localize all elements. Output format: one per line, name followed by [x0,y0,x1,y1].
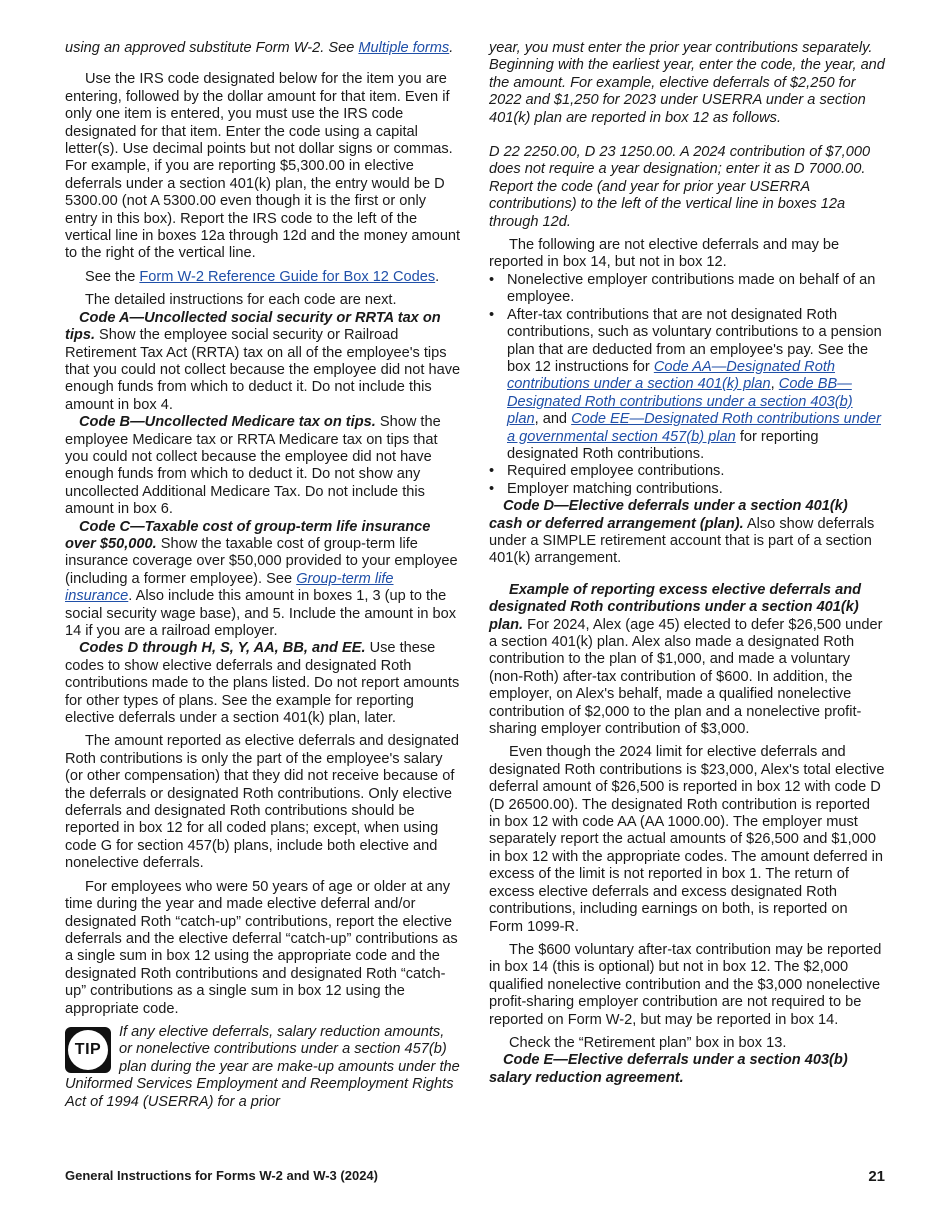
footer-title: General Instructions for Forms W-2 and W-3 (2024) [65,1168,378,1183]
para-userra-example: D 22 2250.00, D 23 1250.00. A 2024 contribution of $7,000 does not require a year designation; enter it as D 7000.00. Report the code (and year for prior year USERRA contributions) to the left of the vertical line in boxes 12a through 12d. [489,144,871,230]
text: Also show deferrals under a SIMPLE retirement account that is part of a section 401(k) arrangement. [489,515,875,567]
para-detailed: The detailed instructions for each code are next. [85,292,397,309]
bullet-icon: • [489,463,495,480]
codes-d-ee-heading: Codes D through H, S, Y, AA, BB, and EE. [79,640,366,657]
text: For 2024, Alex (age 45) elected to defer $26,500 under a section 401(k) plan. Alex also made a designated Roth contribution to the plan of $1,000, and made a voluntary (non-Roth) after-tax contribution of $600. In addition, the employer, on Alex's behalf, made a qualified nonelective contribution of $2,000 to the plan and a nonelective profit-sharing employer contribution of $3,000. [489,616,883,738]
bullet-matching [489,481,885,498]
bullet-after-tax [489,307,885,464]
para-example [489,582,885,739]
para-code-c [65,519,461,641]
code-e-heading: Code E—Elective deferrals under a section 403(b) salary reduction agreement. [489,1052,848,1086]
left-column [65,40,461,1111]
para-not-elective: The following are not elective deferrals and may be reported in box 14, but not in box 12. [489,237,840,271]
text: See the [85,268,140,285]
para-userra-cont: year, you must enter the prior year contributions separately. Beginning with the earliest year, enter the code, the year, and the amount. For example, elective deferrals of $2,250 for 2022 and $1,250 for 2023 under USERRA under a section 401(k) plan are reported in box 12 as follows. [489,40,885,126]
link-code-aa[interactable]: Code AA—Designated Roth contributions under a section 401(k) plan [507,358,836,393]
link-group-term-life[interactable]: Group-term life insurance [65,570,394,605]
bullet-required [489,463,885,480]
text: Nonelective employer contributions made on behalf of an employee. [507,271,876,306]
bullet-icon: • [489,306,495,323]
link-multiple-forms[interactable]: Multiple forms [358,40,450,56]
para-substitute [65,40,461,57]
para-limit: Even though the 2024 limit for elective deferrals and designated Roth contributions is $23,000, Alex's total elective deferral amount of $26,500 is reported in box 12 with code D (D 26500.00). The designated Roth contribution is reported in box 12 with code AA (AA 1000.00). The employer must separately report the actual amounts of $26,500 and $1,000 in box 12 with the appropriate codes. The amount deferred in excess of the limit is not reported in box 1. The return of excess elective deferrals and excess designated Roth contributions, including earnings on both, is reported on Form 1099-R. [489,744,885,935]
text: Employer matching contributions. [507,480,723,497]
tip-label: TIP [68,1030,108,1070]
code-a-heading: Code A—Uncollected social security or RRTA tax on tips. [65,309,441,344]
tip-text: If any elective deferrals, salary reduction amounts, or nonelective contributions under a section 457(b) plan during the year are make-up amounts under the Uniformed Services Employment and Reemployment Rights Act of 1994 (USERRA) for a prior [65,1023,460,1110]
text: Required employee contributions. [507,463,725,480]
para-amount-reported: The amount reported as elective deferrals and designated Roth contributions is only the part of the employee's salary (or other compensation) that they did not receive because of the deferrals or designated Roth contributions. Only elective deferrals and designated Roth contributions should be reported in box 12 for all coded plans; except, when using code G for section 457(b) plans, include both elective and nonelective deferrals. [65,733,459,872]
para-voluntary: The $600 voluntary after-tax contribution may be reported in box 14 (this is optional) but not in box 12. The $2,000 qualified nonelective contribution and the $3,000 nonelective profit-sharing employer contribution are not required to be reported on Form W-2, but may be reported in box 14. [489,941,882,1028]
page-number: 21 [868,1168,885,1185]
tip-icon [65,1027,111,1073]
text: , [770,376,779,393]
para-irs-code: Use the IRS code designated below for the item you are entering, followed by the dollar amount for that item. Even if only one item is entered, you must use the IRS code designated for that item. Enter the code using a capital letter(s). Use decimal points but not dollar signs or commas. For example, if you are reporting $5,300.00 in elective deferrals under a section 401(k) plan, the entry would be D 5300.00 (not A 5300.00 even though it is the first or only entry in this box). Report the IRS code to the left of the vertical line in boxes 12a through 12d and the money amount to the right of the vertical line. [65,71,461,262]
text: . [435,268,440,285]
text: Show the taxable cost of group-term life insurance coverage over $50,000 provided to your employee (including a former employee). See [65,535,458,587]
code-c-heading: Code C—Taxable cost of group-term life insurance over $50,000. [65,518,431,552]
para-code-a [65,310,461,414]
text: Use these codes to show elective deferrals and designated Roth contributions made to the plans listed. Do not report amounts for other types of plans. See the example for reporting elective deferrals under a section 401(k) plan, later. [65,640,460,727]
para-codes-d-ee [65,640,461,727]
text: , and [534,411,572,428]
right-column [489,40,885,1087]
link-code-bb[interactable]: Code BB—Designated Roth contributions under a section 403(b) plan [507,376,853,428]
text: Show the employee social security or Railroad Retirement Tax Act (RRTA) tax on all of the employee's tips that you could not collect because the employee did not have enough funds from which to deduct it. Do not include this amount in box 4. [65,327,461,413]
text: After-tax contributions that are not designated Roth contributions, such as voluntary contributions to a pension plan that are deducted from an employee's pay. See the box 12 instructions for [507,306,882,375]
para-code-d [489,498,885,568]
bullet-nonelective [489,272,885,307]
text: for reporting designated Roth contributions. [507,428,819,462]
page-footer [65,1168,885,1183]
para-see-guide [65,269,461,286]
para-retirement-plan: Check the “Retirement plan” box in box 13. [509,1034,787,1051]
para-code-e [489,1052,885,1087]
link-reference-guide[interactable]: Form W-2 Reference Guide for Box 12 Codes [139,268,436,285]
bullet-icon: • [489,271,495,288]
bullet-icon: • [489,480,495,497]
para-catch-up: For employees who were 50 years of age or older at any time during the year and made elective deferral and/or designated Roth “catch-up” contributions, report the elective deferrals and the elective deferral “catch-up” contributions as a single sum in box 12 using the appropriate code and the designated Roth contributions and designated Roth “catch-up” contributions as a single sum in box 12 using the appropriate code. [65,878,458,1017]
text: Show the employee Medicare tax or RRTA Medicare tax on tips that you could not collect because the employee did not have enough funds from which to deduct it. Do not show any uncollected Additional Medicare Tax. Do not include this amount in box 6. [65,414,441,518]
para-code-b [65,414,461,518]
code-b-heading: Code B—Uncollected Medicare tax on tips. [79,414,376,431]
text: . [449,40,454,56]
tip-box [65,1024,461,1111]
code-d-heading: Code D—Elective deferrals under a section 401(k) cash or deferred arrangement (plan). [489,498,848,532]
text: using an approved substitute Form W-2. See [65,40,359,56]
example-heading: Example of reporting excess elective deferrals and designated Roth contributions under a section 401(k) plan. [489,581,862,633]
text: . Also include this amount in boxes 1, 3 (up to the social security wage base), and 5. Include the amount in box 14 if you are a railroad employer. [65,588,457,639]
link-code-ee[interactable]: Code EE—Designated Roth contributions under a governmental section 457(b) plan [507,411,882,445]
